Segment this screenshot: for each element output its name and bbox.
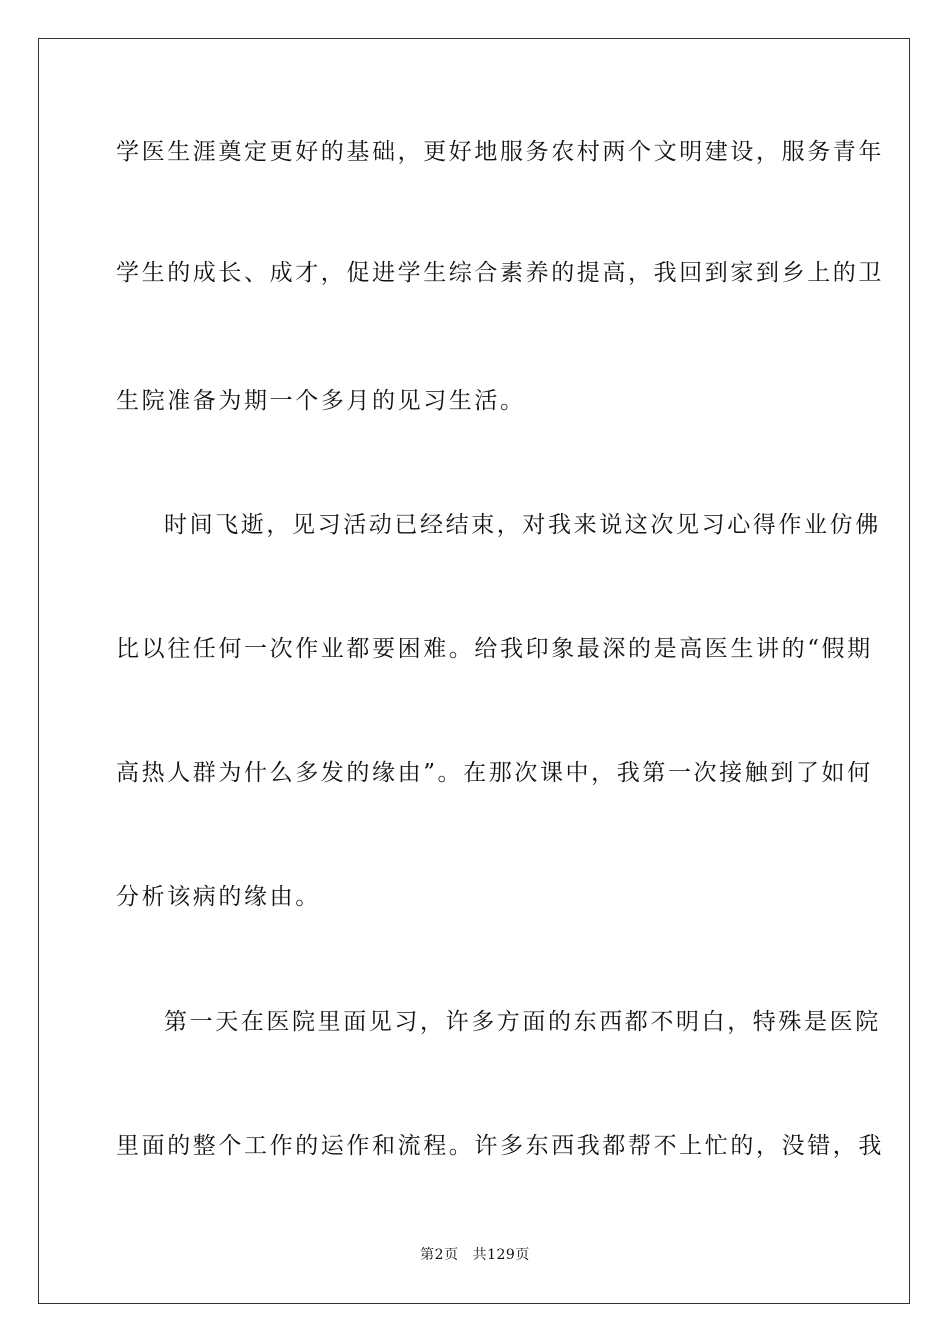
paragraph-line: 第一天在医院里面见习，许多方面的东西都不明白，特殊是医院	[164, 1009, 881, 1035]
paragraph-line: 时间飞逝，见习活动已经结束，对我来说这次见习心得作业仿佛	[164, 512, 881, 538]
paragraph-line: 生院准备为期一个多月的见习生活。	[116, 388, 526, 414]
paragraph-line: 学生的成长、成才，促进学生综合素养的提高，我回到家到乡上的卫	[116, 260, 884, 286]
paragraph-line: 高热人群为什么多发的缘由”。在那次课中，我第一次接触到了如何	[116, 760, 873, 786]
paragraph-line: 学医生涯奠定更好的基础，更好地服务农村两个文明建设，服务青年	[116, 139, 884, 165]
total-pages: 共129页	[472, 1247, 530, 1263]
paragraph-line: 分析该病的缘由。	[116, 884, 321, 910]
paragraph-line: 比以往任何一次作业都要困难。给我印象最深的是高医生讲的“假期	[116, 636, 873, 662]
page-border	[38, 38, 910, 1304]
paragraph-line: 里面的整个工作的运作和流程。许多东西我都帮不上忙的，没错，我	[116, 1133, 884, 1159]
page-number: 第2页	[420, 1247, 459, 1263]
page-footer	[0, 1246, 950, 1264]
